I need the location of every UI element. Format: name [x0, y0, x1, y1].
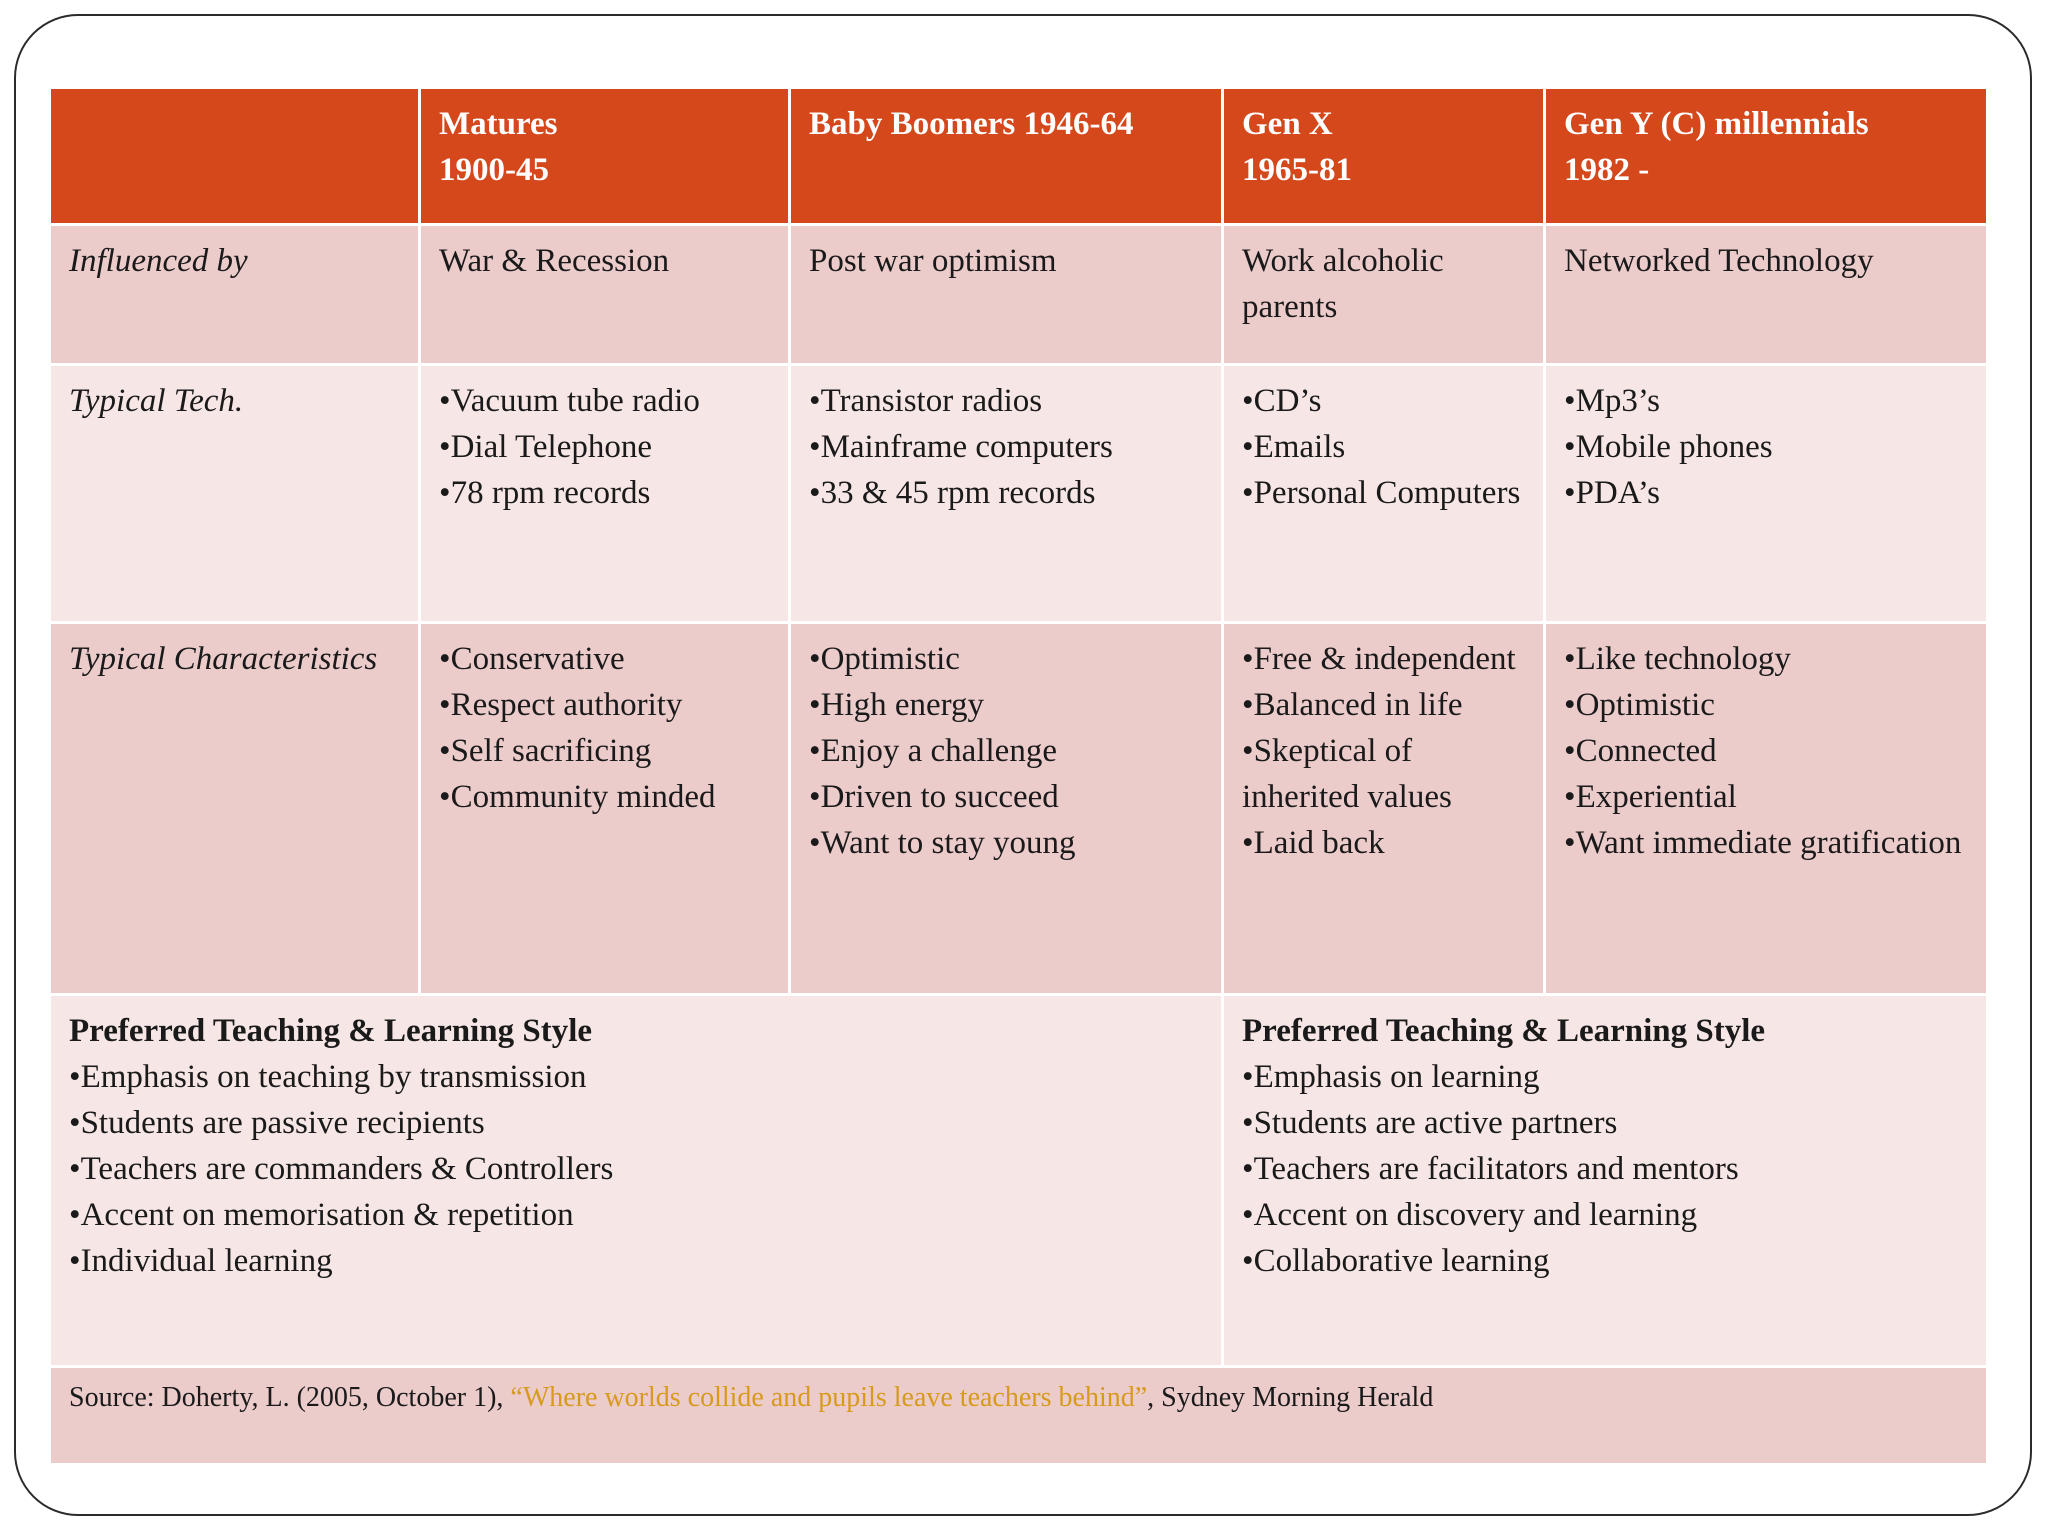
list-item: • 78 rpm records [439, 470, 770, 516]
list-item: • Teachers are commanders & Controllers [69, 1146, 1203, 1192]
list-item: • Conservative [439, 636, 770, 682]
list-item: • Personal Computers [1242, 470, 1525, 516]
list-item: • Driven to succeed [809, 774, 1203, 820]
characteristics-gen-x [1223, 623, 1545, 995]
teaching-right [1223, 995, 1988, 1367]
list-item: • Students are passive recipients [69, 1100, 1203, 1146]
list-item: • Free & independent [1242, 636, 1525, 682]
list-item: • Like technology [1564, 636, 1968, 682]
header-matures [420, 88, 790, 225]
header-gen-y-years: 1982 - [1564, 152, 1650, 188]
list-item: • 33 & 45 rpm records [809, 470, 1203, 516]
list-item: • Balanced in life [1242, 682, 1525, 728]
source-prefix: Source: Doherty, L. (2005, October 1), [69, 1382, 511, 1413]
tech-baby-boomers [790, 365, 1223, 623]
tech-gen-y [1545, 365, 1988, 623]
header-row [50, 88, 1988, 225]
influenced-matures: War & Recession [420, 225, 790, 365]
list-item: • Optimistic [809, 636, 1203, 682]
characteristics-label: Typical Characteristics [50, 623, 420, 995]
list-item: • Accent on discovery and learning [1242, 1192, 1968, 1238]
list-item: • Want to stay young [809, 820, 1203, 866]
list-item: • Mainframe computers [809, 424, 1203, 470]
list-item: • Individual learning [69, 1238, 1203, 1284]
influenced-baby-boomers: Post war optimism [790, 225, 1223, 365]
header-gen-y [1545, 88, 1988, 225]
list-item: • Experiential [1564, 774, 1968, 820]
tech-label: Typical Tech. [50, 365, 420, 623]
header-matures-name: Matures [439, 106, 558, 142]
influenced-gen-x: Work alcoholic parents [1223, 225, 1545, 365]
header-baby-boomers [790, 88, 1223, 225]
list-item: • Mp3’s [1564, 378, 1968, 424]
header-gen-x [1223, 88, 1545, 225]
source-suffix: , Sydney Morning Herald [1147, 1382, 1434, 1413]
list-item: • Emails [1242, 424, 1525, 470]
list-item: • Transistor radios [809, 378, 1203, 424]
list-item: • Accent on memorisation & repetition [69, 1192, 1203, 1238]
list-item: • Want immediate gratification [1564, 820, 1968, 866]
header-gen-x-name: Gen X [1242, 106, 1333, 142]
list-item: • Connected [1564, 728, 1968, 774]
list-item: • Enjoy a challenge [809, 728, 1203, 774]
tech-row [50, 365, 1988, 623]
teaching-row [50, 995, 1988, 1367]
header-gen-x-years: 1965-81 [1242, 152, 1352, 188]
teaching-left-title: Preferred Teaching & Learning Style [69, 1013, 593, 1049]
characteristics-row [50, 623, 1988, 995]
influenced-label: Influenced by [50, 225, 420, 365]
header-empty [50, 88, 420, 225]
generations-table [48, 86, 1989, 1466]
header-gen-y-name: Gen Y (C) millennials [1564, 106, 1869, 142]
list-item: • Students are active partners [1242, 1100, 1968, 1146]
list-item: • Dial Telephone [439, 424, 770, 470]
list-item: • Emphasis on teaching by transmission [69, 1054, 1203, 1100]
characteristics-matures [420, 623, 790, 995]
list-item: • Self sacrificing [439, 728, 770, 774]
list-item: • Community minded [439, 774, 770, 820]
teaching-left [50, 995, 1223, 1367]
list-item: • Optimistic [1564, 682, 1968, 728]
influenced-gen-y: Networked Technology [1545, 225, 1988, 365]
header-matures-years: 1900-45 [439, 152, 549, 188]
source-article-title: “Where worlds collide and pupils leave teachers behind” [510, 1382, 1148, 1413]
list-item: • Teachers are facilitators and mentors [1242, 1146, 1968, 1192]
characteristics-gen-y [1545, 623, 1988, 995]
list-item: • Respect authority [439, 682, 770, 728]
tech-matures [420, 365, 790, 623]
teaching-right-title: Preferred Teaching & Learning Style [1242, 1013, 1766, 1049]
tech-gen-x [1223, 365, 1545, 623]
list-item: • Emphasis on learning [1242, 1054, 1968, 1100]
list-item: • Mobile phones [1564, 424, 1968, 470]
list-item: • Collaborative learning [1242, 1238, 1968, 1284]
source-citation [50, 1367, 1988, 1465]
list-item: • PDA’s [1564, 470, 1968, 516]
list-item: • High energy [809, 682, 1203, 728]
list-item: • CD’s [1242, 378, 1525, 424]
characteristics-baby-boomers [790, 623, 1223, 995]
source-row [50, 1367, 1988, 1465]
list-item: • Laid back [1242, 820, 1525, 866]
header-baby-boomers-name: Baby Boomers 1946-64 [809, 106, 1134, 142]
influenced-row [50, 225, 1988, 365]
list-item: • Vacuum tube radio [439, 378, 770, 424]
list-item: • Skeptical of inherited values [1242, 728, 1525, 820]
